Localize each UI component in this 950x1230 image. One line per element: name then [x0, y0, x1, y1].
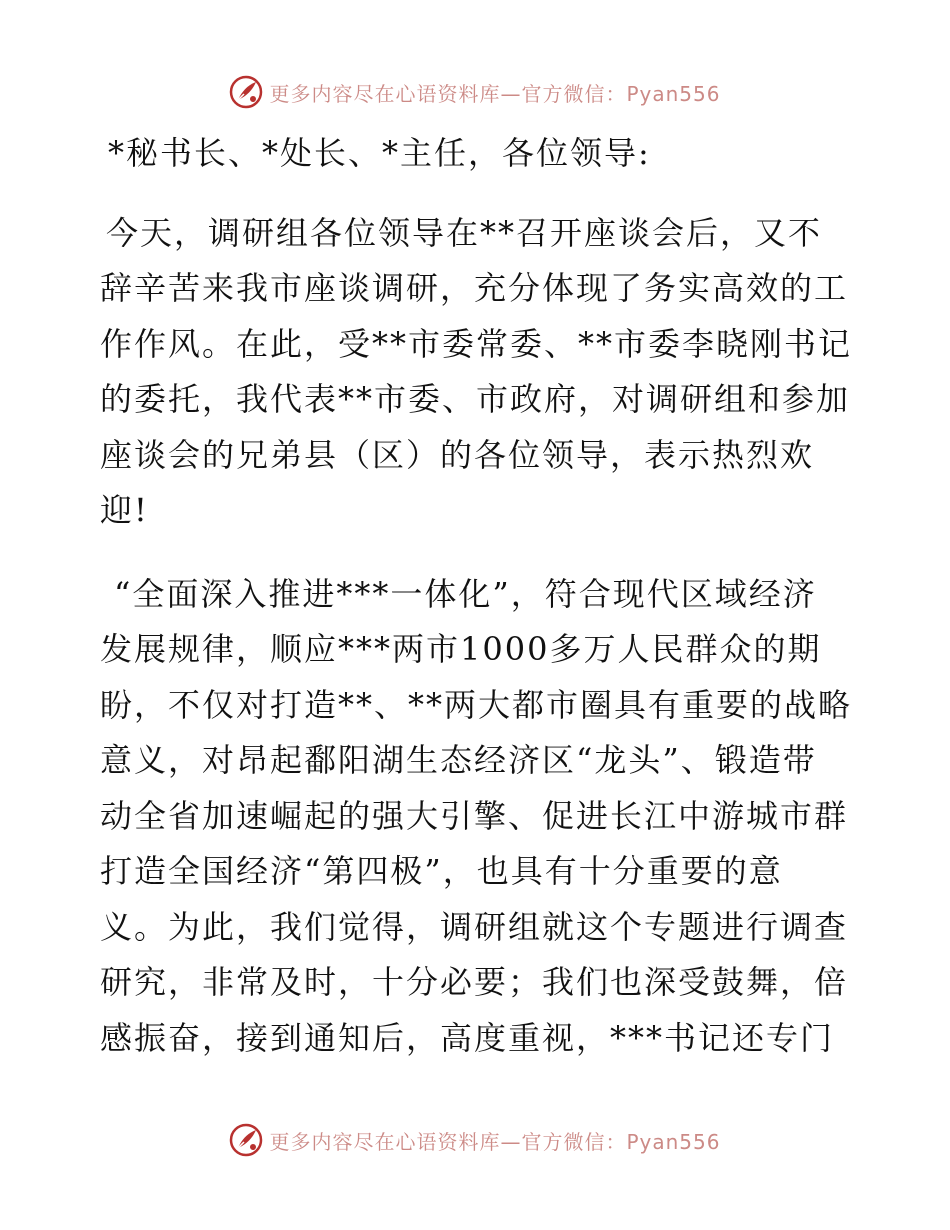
text-line: 作作风。在此，受**市委常委、**市委李晓刚书记 — [100, 324, 853, 363]
significance-paragraph — [100, 567, 860, 1067]
text-line: 迎! — [100, 491, 149, 529]
document-body — [100, 120, 860, 1066]
footer-watermark — [0, 1118, 950, 1162]
text-line: 义。为此，我们觉得，调研组就这个专题进行调查 — [100, 907, 849, 946]
text-line: 今天，调研组各位领导在**召开座谈会后，又不 — [106, 213, 823, 252]
text-line: 动全省加速崛起的强大引擎、促进长江中游城市群 — [100, 796, 849, 835]
text-line: *秘书长、*处长、*主任，各位领导: — [108, 134, 651, 172]
text-line: “全面深入推进***一体化”，符合现代区域经济 — [114, 574, 817, 613]
text-line: 盼，不仅对打造**、**两大都市圈具有重要的战略 — [100, 685, 853, 724]
salutation-paragraph — [100, 126, 860, 182]
quill-logo-icon — [229, 1123, 263, 1157]
quill-logo-icon — [229, 75, 263, 109]
header-watermark — [0, 70, 950, 114]
text-line: 座谈会的兄弟县（区）的各位领导，表示热烈欢 — [100, 435, 815, 474]
text-line: 打造全国经济“第四极”，也具有十分重要的意 — [100, 852, 783, 890]
text-line: 辞辛苦来我市座谈调研，充分体现了务实高效的工 — [100, 269, 849, 307]
watermark-text: 更多内容尽在心语资料库—官方微信：Pyan556 — [269, 81, 721, 106]
welcome-paragraph — [100, 206, 860, 539]
text-line: 感振奋，接到通知后，高度重视，***书记还专门 — [100, 1018, 835, 1057]
text-line: 意义，对昂起鄱阳湖生态经济区“龙头”、锻造带 — [100, 741, 817, 779]
text-line: 的委托，我代表**市委、市政府，对调研组和参加 — [100, 380, 851, 418]
text-line: 发展规律，顺应***两市1000多万人民群众的期 — [100, 630, 822, 668]
watermark-text: 更多内容尽在心语资料库—官方微信：Pyan556 — [269, 1129, 721, 1154]
text-line: 研究，非常及时，十分必要；我们也深受鼓舞，倍 — [100, 963, 849, 1001]
